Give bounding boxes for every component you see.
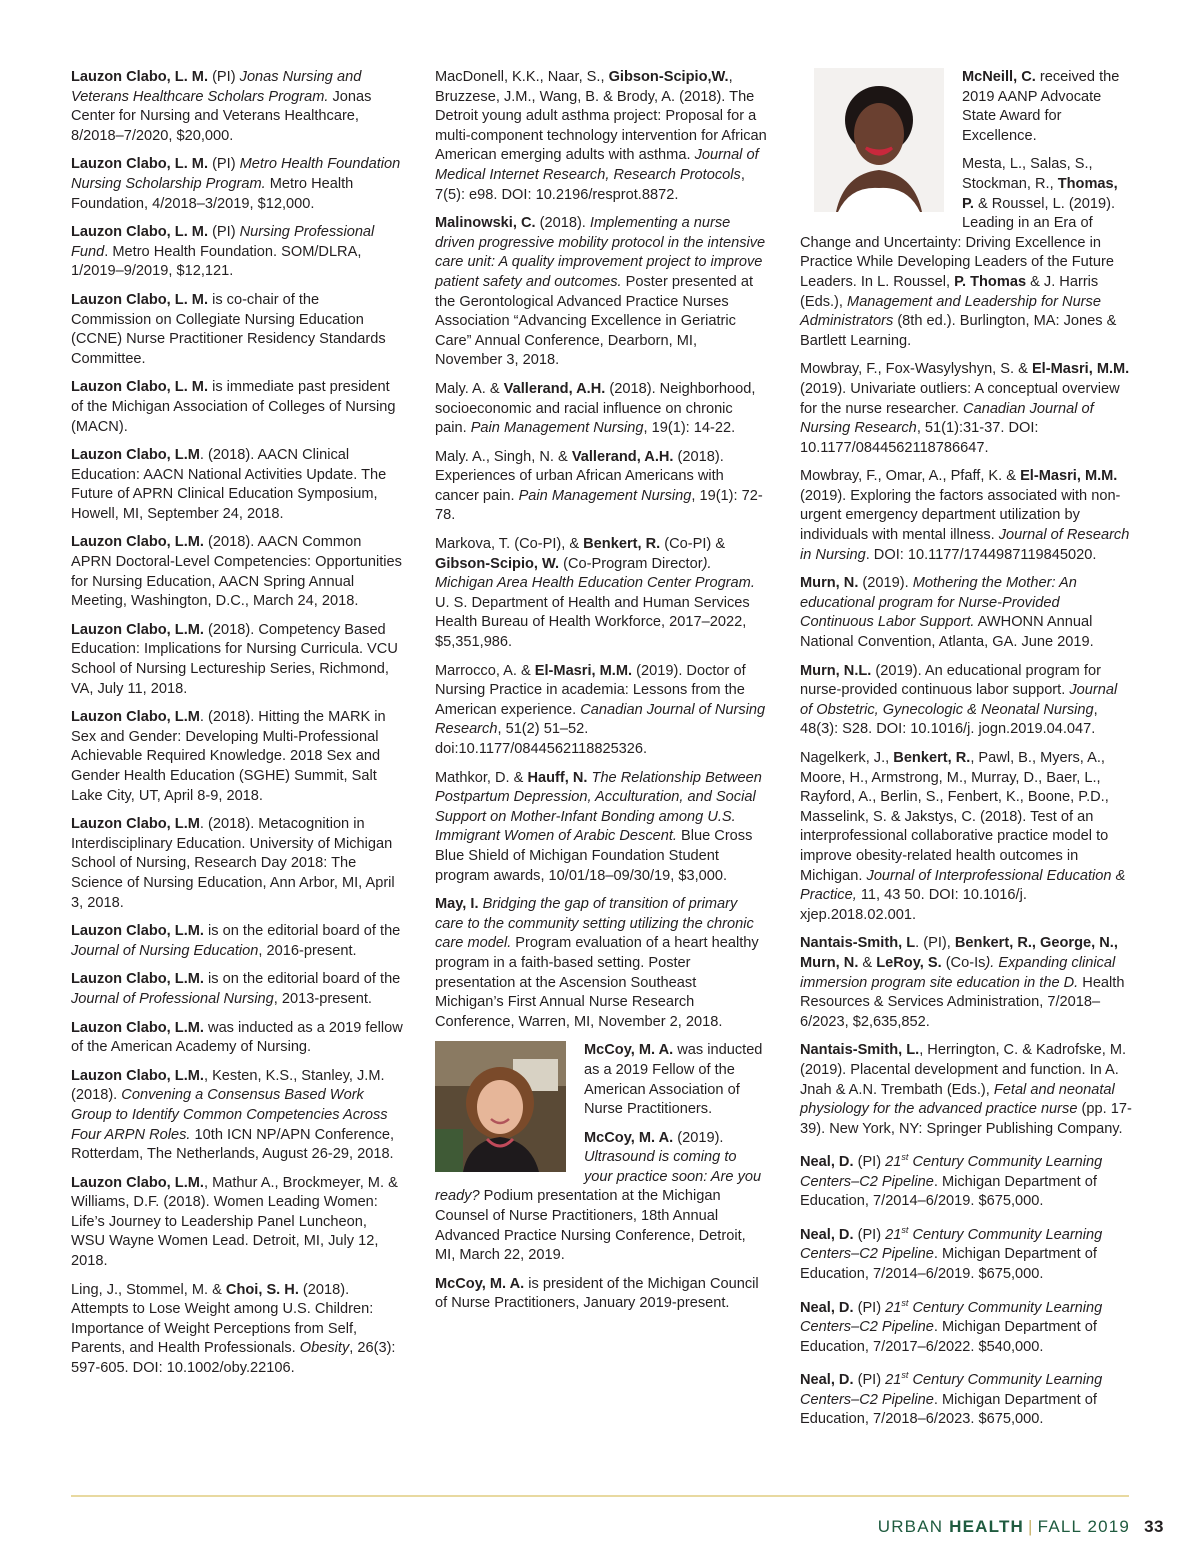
citation: Lauzon Clabo, L.M. (2018). Competency Based Education: Implications for Nursing Curricula. VCU School of Nursing Lectureship Series, Richmond, VA, July 11, 2018. [71, 621, 398, 697]
citation: Maly. A., Singh, N. & Vallerand, A.H. (2018). Experiences of urban African Americans with cancer pain. Pain Management Nursing, 19(1): 72-78. [435, 448, 763, 524]
footer-divider [71, 1495, 1129, 1497]
citation: Marrocco, A. & El-Masri, M.M. (2019). Doctor of Nursing Practice in academia: Lessons from the American experience. Canadian Journal of Nursing Research, 51(2) 51–52. doi:10.1177/0844562118825326. [435, 662, 766, 757]
page-footer [878, 1517, 1164, 1537]
citation: Lauzon Clabo, L.M., Mathur A., Brockmeyer, M. & Williams, D.F. (2018). Women Leading Women: Life’s Journey to Leadership Panel Luncheon, WSU Wayne Women Lead. Detroit, MI, July 12, 2018. [71, 1174, 398, 1270]
page-number: 33 [1144, 1517, 1164, 1536]
citation: Mathkor, D. & Hauff, N. The Relationship Between Postpartum Depression, Acculturation, and Social Support on Mother-Infant Bonding among U.S. Immigrant Women of Arabic Descent. Blue Cross Blue Shield of Michigan Foundation Student program awards, 10/01/18–09/30/19, $3,000. [435, 769, 762, 884]
citation: McCoy, M. A. was inducted as a 2019 Fellow of the American Association of Nurse Practitioners. [584, 1042, 763, 1118]
portrait-illustration [435, 1041, 566, 1172]
mcneill-portrait-photo [814, 68, 944, 212]
citation: Maly. A. & Vallerand, A.H. (2018). Neighborhood, socioeconomic and racial influence on chronic pain. Pain Management Nursing, 19(1): 14-22. [435, 380, 756, 437]
citation: Nagelkerk, J., Benkert, R., Pawl, B., Myers, A., Moore, H., Armstrong, M., Murray, D., Baer, L., Rayford, A., Berlin, S., Fenbert, K., Boone, P.D., Masselink, S. & Jakstys, C. (2018). Test of an interprofessional collaborative practice model to improve obesity-related health outcomes in Michigan. Journal of Interprofessional Education & Practice, 11, 43 50. DOI: 10.1016/j. xjep.2018.02.001. [800, 750, 1126, 923]
publication-name-urban: URBAN [877, 1517, 950, 1536]
citation: Nantais-Smith, L., Herrington, C. & Kadrofske, M. (2019). Placental development and function. In A. Jnah & A.N. Trembath (Eds.), Fetal and neonatal physiology for the advanced practice nurse (pp. 17-39). New York, NY: Springer Publishing Company. [800, 1042, 1132, 1137]
portrait-illustration [814, 68, 944, 212]
citation: Lauzon Clabo, L.M. (2018). AACN Common APRN Doctoral-Level Competencies: Opportunities for Nursing Education, AACN Spring Annual Meeting, Washington, D.C., March 24, 2018. [71, 534, 402, 610]
citation: May, I. Bridging the gap of transition of primary care to the community setting utilizing the chronic care model. Program evaluation of a heart healthy program in a faith-based setting. Poster presentation at the Ascension Southeast Michigan’s First Annual Nurse Research Conference, Warren, MI, November 2, 2018. [435, 896, 759, 1030]
citation: Murn, N. (2019). Mothering the Mother: An educational program for Nurse-Provided Continuous Labor Support. AWHONN Annual National Convention, Atlanta, GA. June 2019. [800, 575, 1094, 651]
citation: McCoy, M. A. (2019). Ultrasound is coming to your practice soon: Are you ready? Podium presentation at the Michigan Counsel of Nurse Practitioners, 18th Annual Advanced Practice Nursing Conference, Detroit, MI, March 22, 2019. [435, 1129, 762, 1264]
citation: McNeill, C. received the 2019 AANP Advocate State Award for Excellence. [962, 69, 1120, 144]
citation: Malinowski, C. (2018). Implementing a nurse driven progressive mobility protocol in the intensive care unit: A quality improvement project to improve patient safety and outcomes. Poster presented at the Gerontological Advanced Practice Nurses Association “Advancing Excellence in Geriatric Care” Annual Conference, Dearborn, MI, November 3, 2018. [435, 215, 766, 369]
citation: Nantais-Smith, L. (PI), Benkert, R., George, N., Murn, N. & LeRoy, S. (Co-Is). Expanding clinical immersion program site education in the D. Health Resources & Services Administration, 7/2018–6/2023, $2,635,852. [800, 935, 1125, 1030]
citation: Neal, D. (PI) 21st Century Community Learning Centers–C2 Pipeline. Michigan Department of Education, 7/2014–6/2019. $675,000. [800, 1224, 1103, 1282]
column-right [800, 68, 1132, 1439]
citation: Mowbray, F., Omar, A., Pfaff, K. & El-Masri, M.M. (2019). Exploring the factors associated with non-urgent emergency department utilization by individuals with mental illness. Journal of Research in Nursing. DOI: 10.1177/1744987119845020. [800, 468, 1130, 563]
citation: Mesta, L., Salas, S., Stockman, R., Thomas, P. & Roussel, L. (2019). Leading in an Era of Change and Uncertainty: Driving Excellence in Practice While Developing Leaders of the Future Leaders. In L. Roussel, P. Thomas & J. Harris (Eds.), Management and Leadership for Nurse Administrators (8th ed.). Burlington, MA: Jones & Bartlett Learning. [800, 156, 1118, 349]
mccoy-portrait-photo [435, 1041, 566, 1172]
citation: Murn, N.L. (2019). An educational program for nurse-provided continuous labor support. Journal of Obstetric, Gynecologic & Neonatal Nursing, 48(3): S28. DOI: 10.1016/j. jogn.2019.04.047. [800, 662, 1118, 738]
citation: Lauzon Clabo, L.M., Kesten, K.S., Stanley, J.M. (2018). Convening a Consensus Based Work Group to Identify Common Competencies Across Four ARPN Roles. 10th ICN NP/APN Conference, Rotterdam, The Netherlands, August 26-29, 2018. [71, 1067, 395, 1163]
citation: McCoy, M. A. is president of the Michigan Council of Nurse Practitioners, January 2019-present. [435, 1275, 759, 1312]
citation: Lauzon Clabo, L.M. is on the editorial board of the Journal of Professional Nursing, 2013-present. [71, 971, 401, 1007]
citation: Lauzon Clabo, L. M. is co-chair of the Commission on Collegiate Nursing Education (CCNE) Nurse Practitioner Residency Standards Committee. [71, 291, 386, 367]
citation: Mowbray, F., Fox-Wasylyshyn, S. & El-Masri, M.M. (2019). Univariate outliers: A conceptual overview for the nurse researcher. Canadian Journal of Nursing Research, 51(1):31-37. DOI: 10.1177/0844562118786647. [800, 361, 1130, 456]
issue-label: FALL 2019 [1037, 1517, 1131, 1536]
citation: Ling, J., Stommel, M. & Choi, S. H. (2018). Attempts to Lose Weight among U.S. Children: Importance of Weight Perceptions from Self, Parents, and Health Professionals. Obesity, 26(3): 597-605. DOI: 10.1002/oby.22106. [71, 1281, 396, 1377]
citation: Markova, T. (Co-PI), & Benkert, R. (Co-PI) & Gibson-Scipio, W. (Co-Program Director). Michigan Area Health Education Center Program. U. S. Department of Health and Human Services Health Bureau of Health Workforce, 2017–2022, $5,351,986. [435, 536, 755, 651]
citation: MacDonell, K.K., Naar, S., Gibson-Scipio,W., Bruzzese, J.M., Wang, B. & Brody, A. (2018). The Detroit young adult asthma project: Proposal for a multi-component technology intervention for African American emerging adults with asthma. Journal of Medical Internet Research, Research Protocols, 7(5): e98. DOI: 10.2196/resprot.8872. [435, 69, 767, 203]
citation: Lauzon Clabo, L.M. (2018). Metacognition in Interdisciplinary Education. University of Michigan School of Nursing, Research Day 2018: The Science of Nursing Education, Ann Arbor, MI, April 3, 2018. [71, 816, 395, 911]
publication-name-health: HEALTH [949, 1517, 1025, 1536]
citation: Neal, D. (PI) 21st Century Community Learning Centers–C2 Pipeline. Michigan Department of Education, 7/2017–6/2022. $540,000. [800, 1297, 1103, 1355]
column-left [71, 68, 403, 1388]
citation: Lauzon Clabo, L. M. is immediate past president of the Michigan Association of Colleges of Nursing (MACN). [71, 379, 396, 435]
citation: Lauzon Clabo, L. M. (PI) Metro Health Foundation Nursing Scholarship Program. Metro Health Foundation, 4/2018–3/2019, $12,000. [71, 156, 401, 212]
footer-separator: | [1028, 1517, 1034, 1536]
citation: Lauzon Clabo, L.M. (2018). AACN Clinical Education: AACN National Activities Update. The Future of APRN Clinical Education Symposium, Howell, MI, September 24, 2018. [71, 447, 387, 522]
column-middle [435, 68, 767, 1323]
citation: Neal, D. (PI) 21st Century Community Learning Centers–C2 Pipeline. Michigan Department of Education, 7/2018–6/2023. $675,000. [800, 1370, 1103, 1428]
citation: Lauzon Clabo, L.M. is on the editorial board of the Journal of Nursing Education, 2016-present. [71, 923, 401, 959]
citation: Neal, D. (PI) 21st Century Community Learning Centers–C2 Pipeline. Michigan Department of Education, 7/2014–6/2019. $675,000. [800, 1152, 1103, 1210]
citation: Lauzon Clabo, L. M. (PI) Nursing Professional Fund. Metro Health Foundation. SOM/DLRA, 1/2019–9/2019, $12,121. [71, 224, 375, 280]
citation: Lauzon Clabo, L.M. (2018). Hitting the MARK in Sex and Gender: Developing Multi-Professional Achievable Required Knowledge. 2018 Sex and Gender Health Education (SGHE) Summit, Salt Lake City, UT, April 8-9, 2018. [71, 709, 386, 804]
citation: Lauzon Clabo, L. M. (PI) Jonas Nursing and Veterans Healthcare Scholars Program. Jonas Center for Nursing and Veterans Healthcare, 8/2018–7/2020, $20,000. [71, 69, 372, 144]
citation: Lauzon Clabo, L.M. was inducted as a 2019 fellow of the American Academy of Nursing. [71, 1019, 403, 1056]
